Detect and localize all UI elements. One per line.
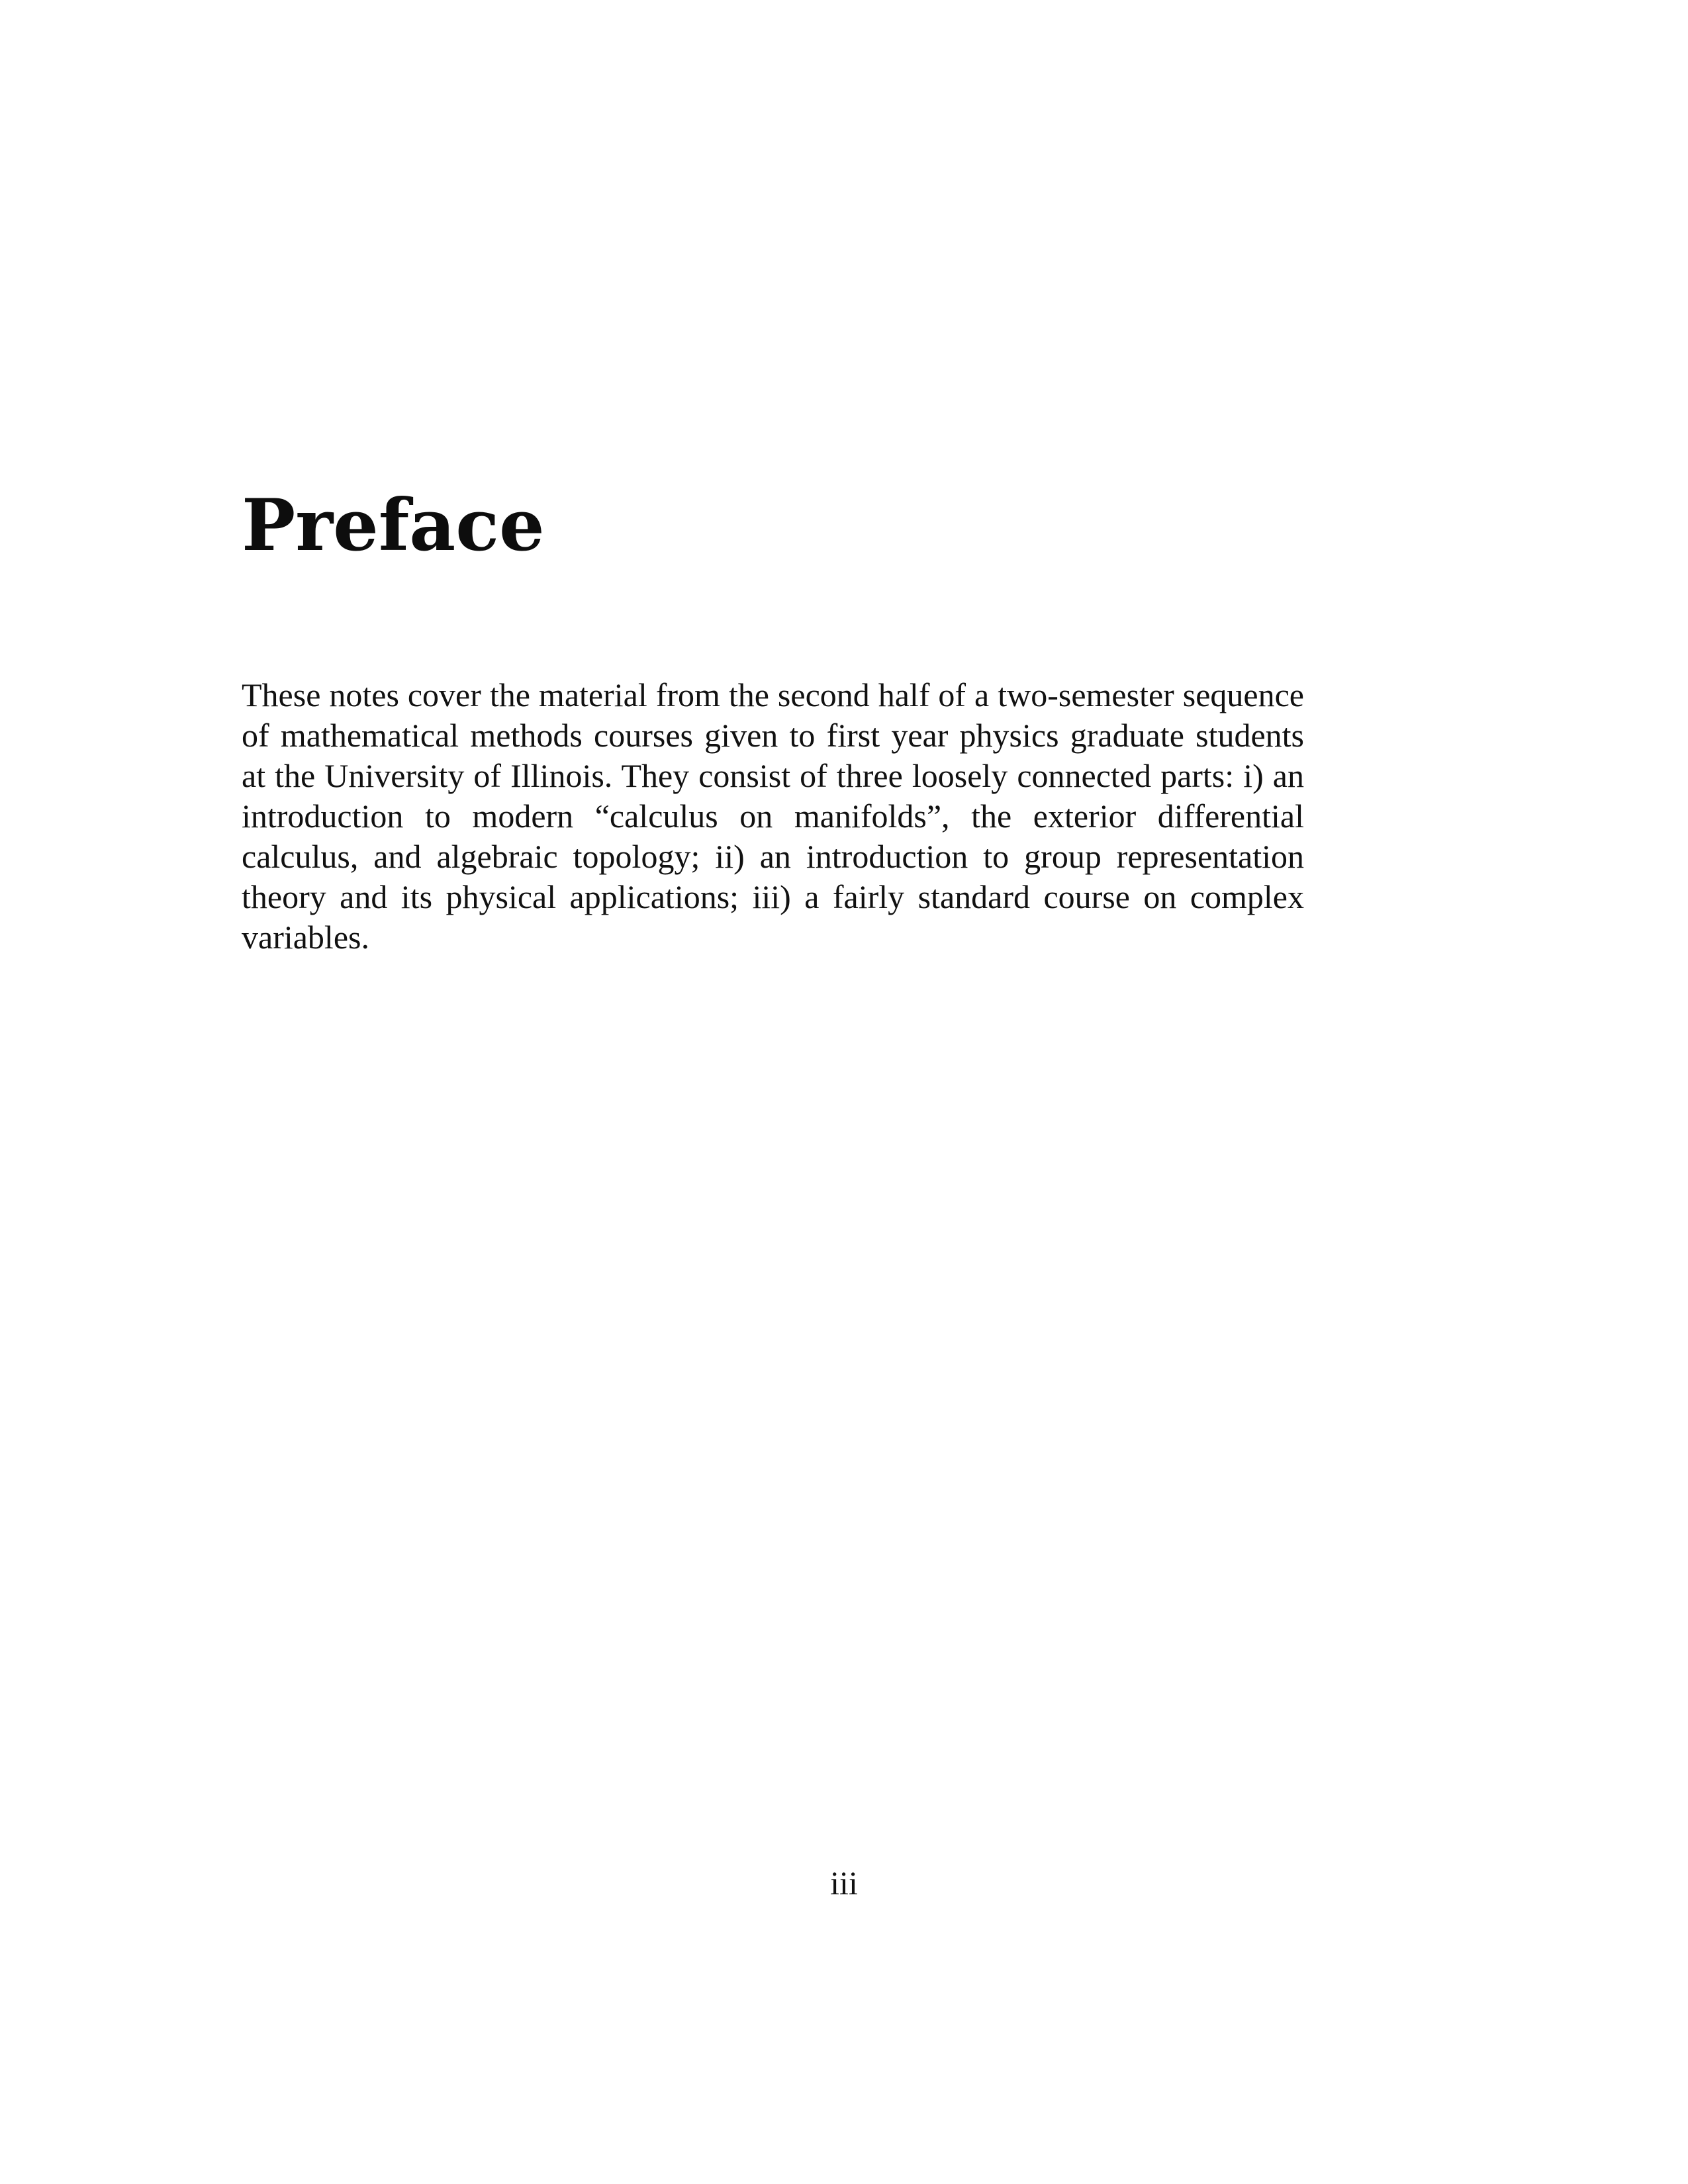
preface-paragraph: These notes cover the material from the second half of a two-semester sequence of mathematical methods courses given to first year physics graduate students at the University of Illinois. They consist of three loosely connected parts: i) an introduction to modern “calculus on manifolds”, the exterior differential calculus, and algebraic topology; ii) an introduction to group representation theory and its physical applications; iii) a fairly standard course on complex variables. xyxy=(242,676,1304,956)
chapter-title: Preface xyxy=(242,484,545,567)
page-number: iii xyxy=(830,1864,858,1901)
